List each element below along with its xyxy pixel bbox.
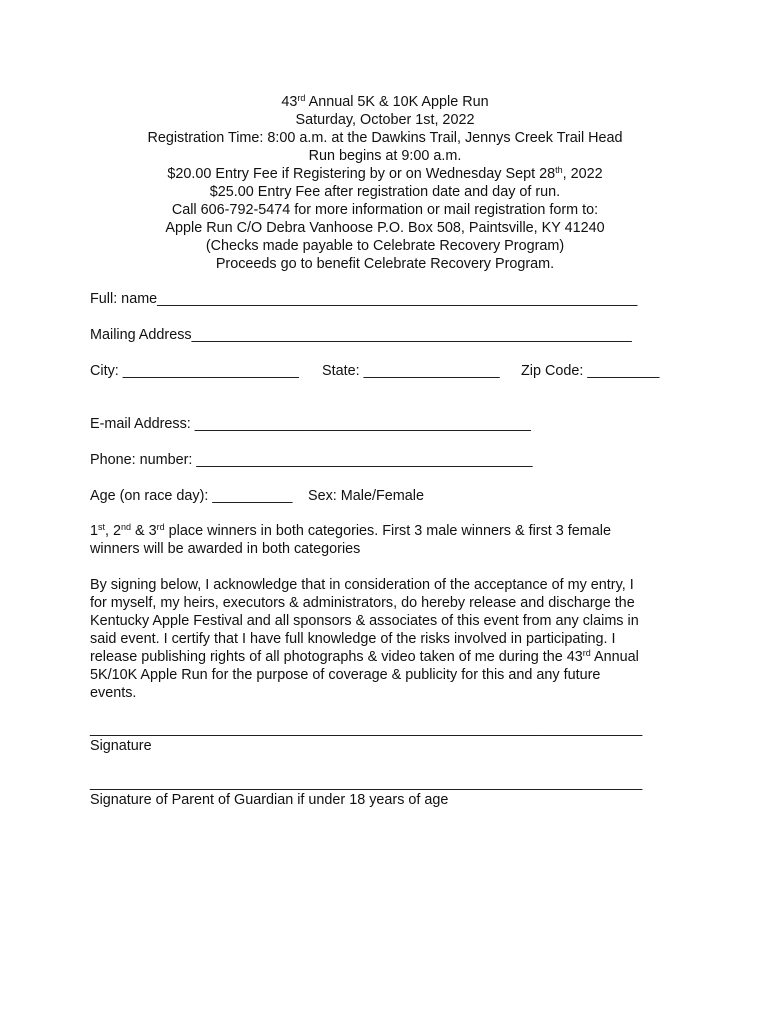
waiver-line: said event. I certify that I have full knowledge of the risks involved in participating. I	[90, 631, 616, 647]
guardian-signature-line[interactable]: _____________________________________________________________________	[90, 775, 643, 791]
zip-code-field[interactable]: Zip Code: _________	[521, 363, 660, 379]
phone-field[interactable]: Phone: number: __________________________________________	[90, 452, 533, 468]
signature-label: Signature	[90, 738, 152, 754]
late-entry-fee: $25.00 Entry Fee after registration date and day of run.	[209, 184, 561, 200]
waiver-line: release publishing rights of all photographs & video taken of me during the 43rd Annual	[90, 648, 639, 665]
waiver-line: Kentucky Apple Festival and all sponsors & associates of this event from any claims in	[90, 613, 639, 629]
winners-note-line: winners will be awarded in both categories	[90, 541, 361, 557]
winners-note	[90, 522, 680, 558]
proceeds-note: Proceeds go to benefit Celebrate Recovery Program.	[215, 256, 555, 272]
contact-info: Call 606-792-5474 for more information or mail registration form to:	[171, 202, 599, 218]
event-title: 43rd Annual 5K & 10K Apple Run	[281, 93, 489, 110]
email-field[interactable]: E-mail Address: __________________________________________	[90, 416, 531, 432]
waiver-line: events.	[90, 685, 137, 701]
full-name-field[interactable]: Full: name____________________________________________________________	[90, 291, 638, 307]
waiver-paragraph	[90, 576, 680, 702]
sex-field[interactable]: Sex: Male/Female	[308, 488, 424, 504]
waiver-line: for myself, my heirs, executors & administrators, do hereby release and discharge the	[90, 595, 635, 611]
registration-time: Registration Time: 8:00 a.m. at the Dawkins Trail, Jennys Creek Trail Head	[147, 130, 623, 146]
winners-note-line: 1st, 2nd & 3rd place winners in both categories. First 3 male winners & first 3 female	[90, 522, 611, 539]
state-field[interactable]: State: _________________	[322, 363, 500, 379]
age-field[interactable]: Age (on race day): __________	[90, 488, 293, 504]
event-date: Saturday, October 1st, 2022	[295, 112, 475, 128]
guardian-signature-label: Signature of Parent of Guardian if under 18 years of age	[90, 792, 449, 808]
event-header	[90, 93, 680, 273]
signature-line[interactable]: _____________________________________________________________________	[90, 721, 643, 737]
run-start-time: Run begins at 9:00 a.m.	[308, 148, 462, 164]
mailing-address-info: Apple Run C/O Debra Vanhoose P.O. Box 508, Paintsville, KY 41240	[165, 220, 605, 236]
check-payable-note: (Checks made payable to Celebrate Recovery Program)	[205, 238, 565, 254]
early-entry-fee: $20.00 Entry Fee if Registering by or on Wednesday Sept 28th, 2022	[167, 165, 603, 182]
waiver-line: 5K/10K Apple Run for the purpose of coverage & publicity for this and any future	[90, 667, 601, 683]
city-field[interactable]: City: ______________________	[90, 363, 299, 379]
waiver-line: By signing below, I acknowledge that in consideration of the acceptance of my entry, I	[90, 577, 634, 593]
mailing-address-field[interactable]: Mailing Address_______________________________________________________	[90, 327, 632, 343]
